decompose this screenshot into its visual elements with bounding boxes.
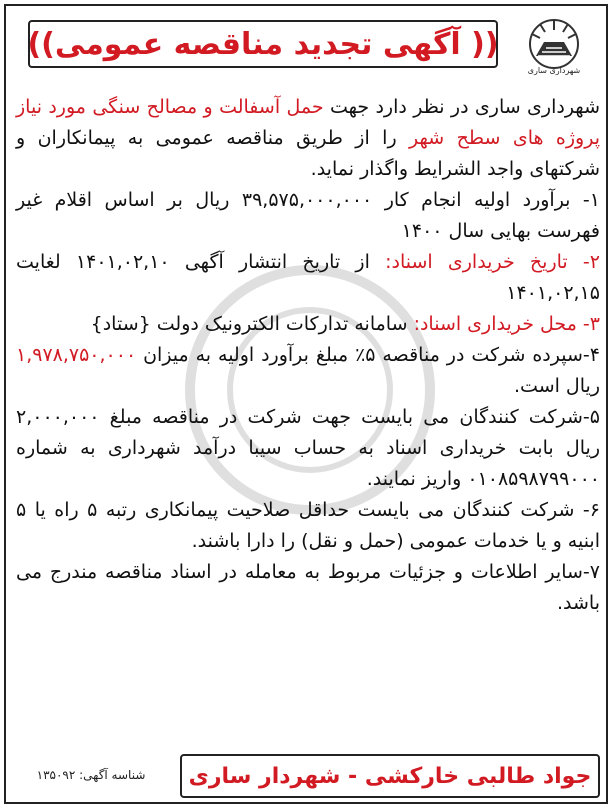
item-2: ۲- تاریخ خریداری اسناد: از تاریخ انتشار آگهی ۱۴۰۱,۰۲,۱۰ لغایت ۱۴۰۱,۰۲,۱۵ [16,251,601,304]
item-3: ۳- محل خریداری اسناد: سامانه تدارکات الکترونیک دولت {ستاد} [90,313,600,335]
notice-body [16,92,600,732]
notice-header [6,6,606,86]
item-3-label: ۳- محل خریداری اسناد: [413,313,600,335]
title-box [28,20,498,68]
logo-text: شهرداری ساری [527,66,581,75]
item-2-label: ۲- تاریخ خریداری اسناد: [385,251,601,273]
intro-paragraph: شهرداری ساری در نظر دارد جهت حمل آسفالت و مصالح سنگی مورد نیاز پروژه های سطح شهر را از طریق مناقصه عمومی به پیمانکاران و شرکتهای واجد الشرایط واگذار نماید. [16,96,601,180]
tender-subject: حمل آسفالت و مصالح سنگی مورد نیاز پروژه های سطح شهر [16,96,601,149]
notice-title: (( آگهی تجدید مناقصه عمومی)) [27,26,499,62]
item-5: ۵-شرکت کنندگان می بایست جهت شرکت در مناقصه مبلغ ۲,۰۰۰,۰۰۰ ریال بابت خریداری اسناد به حساب سیبا درآمد شهرداری به شماره ۰۱۰۸۵۹۸۷۹۹۰۰۰ واریز نمایند. [16,406,600,490]
signature: جواد طالبی خارکشی - شهردار ساری [188,763,592,789]
item-1: ۱- برآورد اولیه انجام کار ۳۹,۵۷۵,۰۰۰,۰۰۰ ریال بر اساس اقلام غیر فهرست بهایی سال ۱۴۰۰ [16,189,600,242]
notice-footer [6,752,606,802]
item-7: ۷-سایر اطلاعات و جزئیات مربوط به معامله در اسناد مناقصه مندرج می باشد. [16,561,600,614]
item-6: ۶- شرکت کنندگان می بایست حداقل صلاحیت پیمانکاری رتبه ۵ راه یا ۵ ابنیه و یا خدمات عمومی (حمل و نقل) را دارا باشند. [16,499,600,552]
deposit-amount: ۱,۹۷۸,۷۵۰,۰۰۰ [16,344,137,366]
notice-serial: شناسه آگهی: ۱۳۵۰۹۲ [36,768,146,782]
item-4: ۴-سپرده شرکت در مناقصه ۵٪ مبلغ برآورد اولیه به میزان ۱,۹۷۸,۷۵۰,۰۰۰ ریال است. [16,344,600,397]
signature-box [180,754,600,798]
